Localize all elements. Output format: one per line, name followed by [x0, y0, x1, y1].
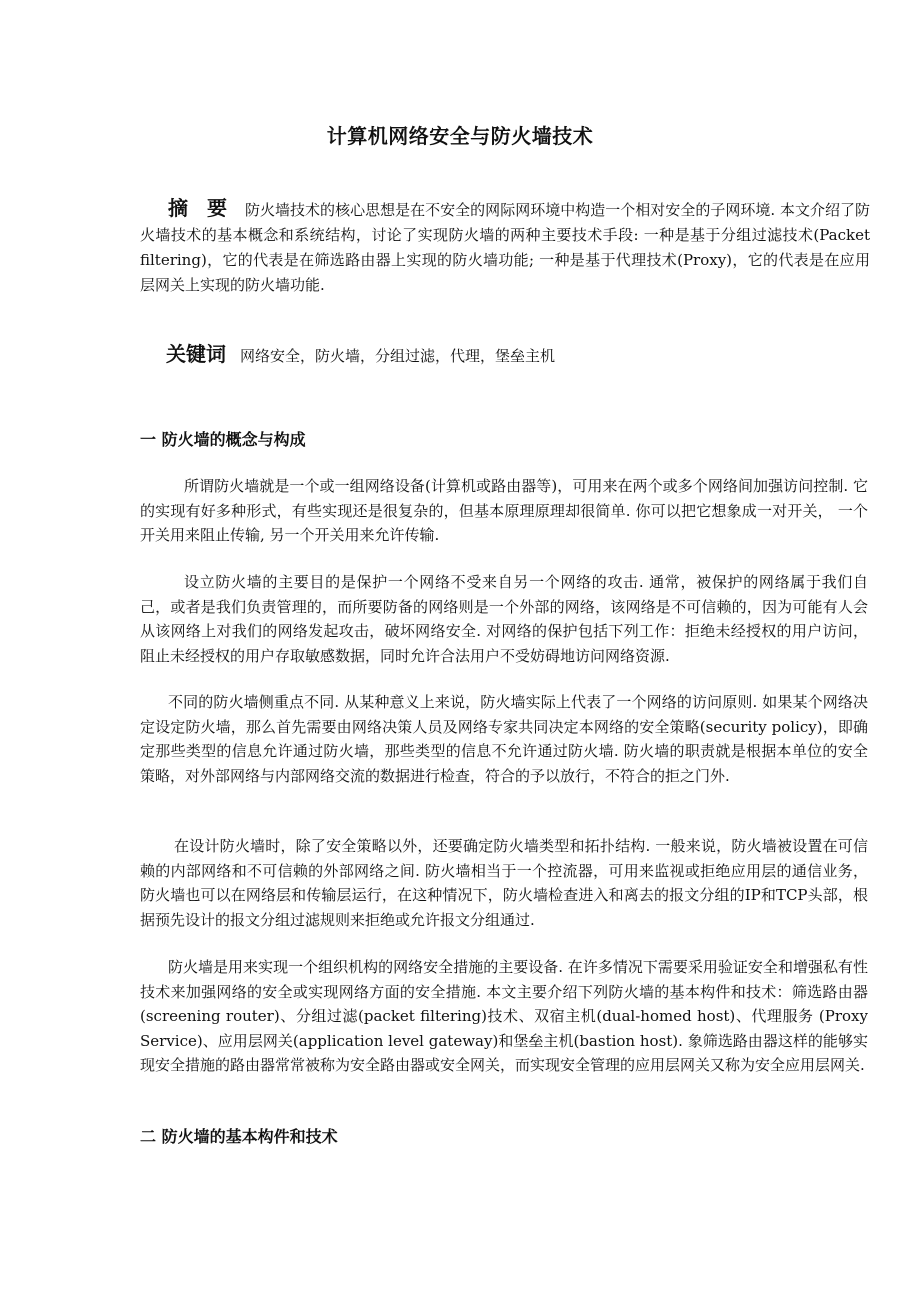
section-1-paragraph-2: 设立防火墙的主要目的是保护一个网络不受来自另一个网络的攻击. 通常，被保护的网络属于我们自己，或者是我们负责管理的，而所要防备的网络则是一个外部的网络，该网络是不可信赖的，因为可能有人会从该网络上对我们的网络发起攻击，破坏网络安全. 对网络的保护包括下列工作：拒绝未经授权的用户访问，阻止未经授权的用户存取敏感数据，同时允许合法用户不受妨碍地访问网络资源. [140, 573, 868, 665]
section-1-paragraph-4: 在设计防火墙时，除了安全策略以外，还要确定防火墙类型和拓扑结构. 一般来说，防火墙被设置在可信赖的内部网络和不可信赖的外部网络之间. 防火墙相当于一个控流器，可用来监视或拒绝应用层的通信业务， 防火墙也可以在网络层和传输层运行，在这种情况下，防火墙检查进入和离去的报文分组的IP和TCP头部，根据预先设计的报文分组过滤规则来拒绝或允许报文分组通过. [140, 837, 868, 929]
document-title: 计算机网络安全与防火墙技术 [326, 124, 594, 148]
section-heading-1: 一 防火墙的概念与构成 [140, 430, 306, 449]
abstract-label: 摘 要 [168, 196, 233, 220]
section-1-paragraph-5: 防火墙是用来实现一个组织机构的网络安全措施的主要设备. 在许多情况下需要采用验证安全和增强私有性技术来加强网络的安全或实现网络方面的安全措施. 本文主要介绍下列防火墙的基本构件和技术：筛选路由器(screening router)、分组过滤(packet filtering)技术、双宿主机(dual-homed host)、代理服务 (Proxy Service)、应用层网关(application level gateway)和堡垒主机(bastion host). 象筛选路由器这样的能够实现安全措施的路由器常常被称为安全路由器或安全网关，而实现安全管理的应用层网关又称为安全应用层网关. [140, 958, 868, 1074]
keywords-label: 关键词 [166, 342, 226, 366]
section-heading-2: 二 防火墙的基本构件和技术 [140, 1127, 338, 1146]
section-1-paragraph-3: 不同的防火墙侧重点不同. 从某种意义上来说，防火墙实际上代表了一个网络的访问原则. 如果某个网络决定设定防火墙，那么首先需要由网络决策人员及网络专家共同决定本网络的安全策略(security policy)，即确定那些类型的信息允许通过防火墙，那些类型的信息不允许通过防火墙. 防火墙的职责就是根据本单位的安全策略，对外部网络与内部网络交流的数据进行检查，符合的予以放行，不符合的拒之门外. [140, 693, 868, 785]
keywords-text: 网络安全，防火墙，分组过滤，代理，堡垒主机 [240, 347, 556, 365]
section-1-paragraph-1: 所谓防火墙就是一个或一组网络设备(计算机或路由器等)，可用来在两个或多个网络间加强访问控制. 它的实现有好多种形式，有些实现还是很复杂的，但基本原理原理却很简单. 你可以把它想象成一对开关， 一个开关用来阻止传输, 另一个开关用来允许传输. [140, 477, 868, 544]
abstract-block [140, 196, 870, 298]
keywords-block [166, 340, 866, 370]
abstract-text: 防火墙技术的核心思想是在不安全的网际网环境中构造一个相对安全的子网环境. 本文介绍了防火墙技术的基本概念和系统结构，讨论了实现防火墙的两种主要技术手段: 一种是基于分组过滤技术(Packet filtering)，它的代表是在筛选路由器上实现的防火墙功能; 一种是基于代理技术(Proxy)，它的代表是在应用层网关上实现的防火墙功能. [140, 201, 870, 294]
